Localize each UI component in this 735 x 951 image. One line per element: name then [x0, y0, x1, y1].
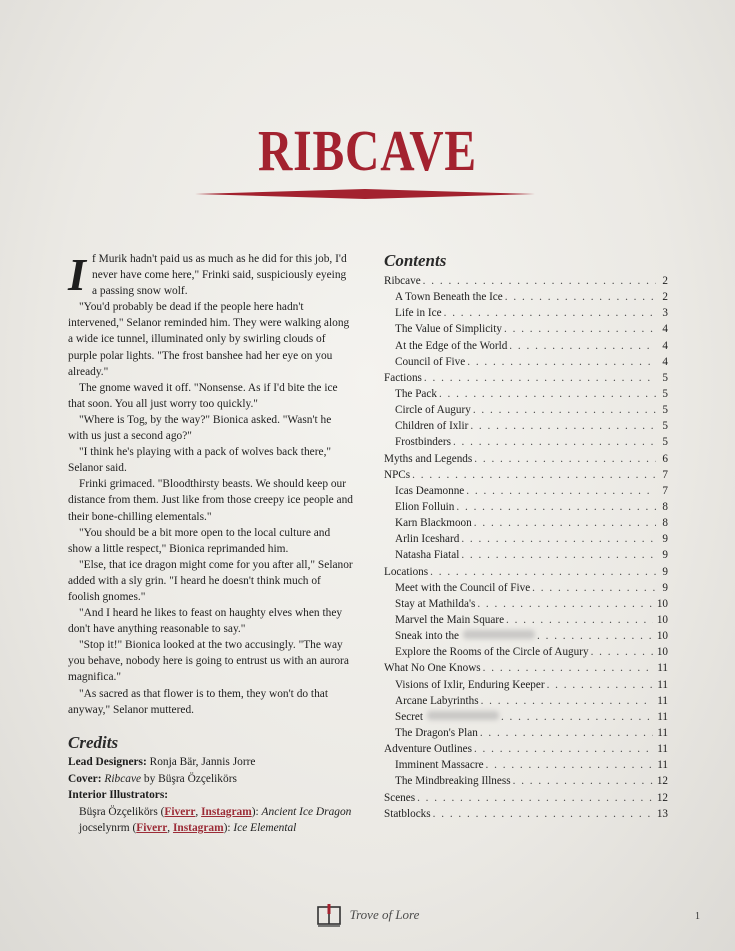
toc-entry[interactable]	[384, 338, 668, 354]
toc-leader-dots	[439, 386, 656, 402]
toc-entry-label: Adventure Outlines	[384, 743, 472, 756]
toc-leader-dots	[412, 467, 656, 483]
credits-heading: Credits	[68, 733, 119, 752]
fiverr-link[interactable]: Fiverr	[136, 822, 168, 834]
toc-leader-dots	[453, 434, 656, 450]
illustrator-name: jocselynrm (	[79, 822, 137, 834]
illustration-title: Ice Elemental	[233, 822, 297, 834]
toc-page-number: 10	[656, 630, 668, 643]
toc-entry-label: Council of Five	[395, 355, 466, 368]
instagram-link[interactable]: Instagram	[172, 822, 224, 834]
toc-leader-dots	[501, 709, 653, 725]
toc-entry-label: Factions	[384, 371, 422, 384]
toc-list	[384, 273, 668, 822]
separator: ):	[251, 805, 262, 818]
toc-entry[interactable]	[384, 628, 668, 644]
toc-entry[interactable]	[384, 370, 668, 386]
toc-entry[interactable]	[384, 725, 668, 741]
toc-entry-label: Stay at Mathilda's	[395, 597, 476, 610]
toc-leader-dots	[433, 806, 653, 822]
toc-entry-label: What No One Knows	[384, 662, 481, 675]
toc-page-number: 9	[662, 549, 668, 562]
toc-page-number: 9	[662, 533, 668, 546]
toc-entry[interactable]	[384, 467, 668, 483]
toc-entry-label: Scenes	[384, 791, 416, 804]
lead-designers: Lead Designers: Ronja Bär, Jannis Jorre	[68, 756, 256, 768]
toc-leader-dots	[474, 515, 656, 531]
toc-entry[interactable]	[384, 531, 668, 547]
toc-page-number: 12	[656, 791, 668, 804]
toc-page-number: 8	[662, 517, 668, 530]
story-paragraph: "I think he's playing with a pack of wolves back there," Selanor said.	[68, 446, 332, 475]
toc-entry-label: Natasha Fiatal	[395, 549, 460, 562]
toc-page-number: 5	[662, 420, 668, 433]
toc-page-number: 11	[657, 678, 668, 691]
toc-entry[interactable]	[384, 790, 668, 806]
toc-leader-dots	[470, 418, 656, 434]
toc-page-number: 12	[656, 775, 668, 788]
contents-heading: Contents	[384, 251, 447, 270]
story-column	[68, 251, 353, 718]
separator: ,	[195, 805, 202, 818]
toc-leader-dots	[504, 321, 656, 337]
toc-entry-label: Explore the Rooms of the Circle of Augury	[395, 646, 589, 659]
toc-entry-label: Children of Ixlir	[395, 420, 469, 433]
toc-leader-dots	[473, 402, 656, 418]
toc-page-number: 9	[662, 565, 668, 578]
illustration-title: Ancient Ice Dragon	[261, 805, 352, 818]
toc-entry-label: Frostbinders	[395, 436, 451, 449]
toc-leader-dots	[532, 580, 656, 596]
toc-entry[interactable]	[384, 773, 668, 789]
toc-entry-label: NPCs	[384, 468, 411, 481]
illustrator-credit	[68, 820, 358, 837]
toc-entry[interactable]	[384, 483, 668, 499]
toc-entry[interactable]	[384, 580, 668, 596]
toc-page-number: 7	[662, 468, 668, 481]
toc-leader-dots	[461, 531, 656, 547]
drop-cap: I	[68, 249, 86, 300]
story-paragraph: "And I heard he likes to feast on haughty elves when they don't have anything reasonable to say."	[68, 607, 343, 636]
toc-leader-dots	[474, 741, 653, 757]
illustrator-credit	[68, 804, 358, 821]
toc-entry[interactable]	[384, 418, 668, 434]
toc-entry[interactable]	[384, 402, 668, 418]
illustrator-name: Büşra Özçelikörs (	[79, 805, 165, 818]
toc-entry[interactable]	[384, 354, 668, 370]
toc-entry[interactable]	[384, 612, 668, 628]
toc-entry-label: At the Edge of the World	[395, 339, 508, 352]
toc-leader-dots	[424, 370, 656, 386]
credits-section	[68, 732, 358, 837]
toc-leader-dots	[456, 499, 656, 515]
fiverr-link[interactable]: Fiverr	[164, 805, 196, 818]
toc-leader-dots	[480, 725, 653, 741]
cover-credit: Cover: Ribcave by Büşra Özçelikörs	[68, 772, 237, 785]
toc-page-number: 9	[662, 581, 668, 594]
toc-entry-label: Icas Deamonne	[395, 484, 465, 497]
toc-entry[interactable]	[384, 757, 668, 773]
toc-leader-dots	[537, 628, 653, 644]
table-of-contents	[384, 250, 668, 822]
story-paragraph: f Murik hadn't paid us as much as he did for this job, I'd never have come here," Frinki said, suspiciously eyeing a passing snow wolf.	[92, 253, 347, 298]
toc-entry[interactable]	[384, 806, 668, 822]
toc-entry-label: Meet with the Council of Five	[395, 581, 531, 594]
toc-entry[interactable]	[384, 677, 668, 693]
toc-entry[interactable]	[384, 693, 668, 709]
toc-leader-dots	[417, 790, 653, 806]
toc-entry[interactable]	[384, 273, 668, 289]
toc-leader-dots	[483, 660, 654, 676]
toc-entry-label: Life in Ice	[395, 307, 442, 320]
toc-entry[interactable]	[384, 547, 668, 563]
toc-entry-label: Statblocks	[384, 807, 431, 820]
toc-page-number: 11	[657, 710, 668, 723]
toc-page-number: 3	[662, 307, 668, 320]
toc-entry-label: A Town Beneath the Ice	[395, 291, 503, 304]
title-divider	[195, 188, 535, 200]
toc-leader-dots	[506, 612, 653, 628]
toc-page-number: 5	[662, 436, 668, 449]
toc-leader-dots	[513, 773, 653, 789]
toc-page-number: 11	[657, 694, 668, 707]
toc-page-number: 13	[656, 807, 668, 820]
toc-entry-label: Visions of Ixlir, Enduring Keeper	[395, 678, 545, 691]
toc-page-number: 4	[662, 323, 668, 336]
footer	[0, 903, 735, 932]
toc-entry-label: The Value of Simplicity	[395, 323, 502, 336]
toc-leader-dots	[466, 483, 656, 499]
toc-page-number: 4	[662, 339, 668, 352]
toc-entry[interactable]	[384, 644, 668, 660]
toc-entry-label: Imminent Massacre	[395, 759, 484, 772]
toc-entry[interactable]	[384, 321, 668, 337]
toc-leader-dots	[481, 693, 654, 709]
toc-leader-dots	[474, 451, 656, 467]
toc-page-number: 6	[662, 452, 668, 465]
separator: ):	[223, 822, 234, 834]
toc-entry-label: Myths and Legends	[384, 452, 473, 465]
story-paragraph: "You'd probably be dead if the people here hadn't intervened," Selanor reminded him. They were walking along a wide ice tunnel, illuminated only by swirling clouds of purple polar lights. "The frost banshee had her eye on you already."	[68, 301, 350, 378]
book-logo-icon	[316, 903, 342, 927]
footer-brand	[316, 903, 420, 927]
instagram-link[interactable]: Instagram	[201, 805, 252, 818]
toc-page-number: 10	[656, 646, 668, 659]
toc-page-number: 5	[662, 387, 668, 400]
toc-leader-dots	[467, 354, 656, 370]
toc-page-number: 5	[662, 404, 668, 417]
story-paragraph: "You should be a bit more open to the local culture and show a little respect," Bionica reprimanded him.	[68, 526, 331, 555]
toc-leader-dots	[509, 338, 656, 354]
toc-leader-dots	[444, 305, 656, 321]
toc-entry[interactable]	[384, 709, 668, 725]
toc-entry[interactable]	[384, 305, 668, 321]
illustrators-list	[68, 804, 358, 837]
toc-entry-label: Secret	[395, 710, 423, 723]
toc-page-number: 11	[657, 759, 668, 772]
story-paragraph: "Stop it!" Bionica looked at the two accusingly. "The way you behave, nobody here is going to entrust us with an aurora magnifica."	[68, 639, 349, 684]
footer-brand-text: Trove of Lore	[349, 907, 420, 922]
toc-page-number: 4	[662, 355, 668, 368]
toc-leader-dots	[547, 677, 654, 693]
toc-leader-dots	[430, 564, 656, 580]
toc-leader-dots	[591, 644, 653, 660]
toc-leader-dots	[486, 757, 654, 773]
story-text	[68, 251, 353, 718]
toc-page-number: 5	[662, 371, 668, 384]
toc-page-number: 2	[662, 275, 668, 287]
redacted-text	[427, 711, 499, 720]
toc-entry-label: Sneak into the	[395, 630, 460, 643]
toc-entry[interactable]	[384, 451, 668, 467]
toc-leader-dots	[477, 596, 652, 612]
toc-page-number: 11	[657, 726, 668, 739]
toc-entry[interactable]	[384, 564, 668, 580]
toc-entry-label: Marvel the Main Square	[395, 613, 505, 626]
story-paragraph: "Where is Tog, by the way?" Bionica asked. "Wasn't he with us just a second ago?"	[68, 413, 332, 443]
toc-entry-label: Arlin Iceshard	[395, 533, 460, 546]
toc-page-number: 10	[656, 597, 668, 610]
toc-entry-label: The Dragon's Plan	[395, 726, 478, 739]
toc-entry-label: Circle of Augury	[395, 404, 471, 417]
separator: ,	[167, 822, 173, 834]
toc-entry-label: Locations	[384, 565, 429, 578]
toc-entry[interactable]	[384, 499, 668, 515]
page-title: RIBCAVE	[258, 118, 477, 183]
story-paragraph: "As sacred as that flower is to them, they won't do that anyway," Selanor muttered.	[68, 687, 329, 716]
toc-page-number: 10	[656, 613, 668, 626]
toc-entry[interactable]	[384, 515, 668, 531]
story-paragraph: Frinki grimaced. "Bloodthirsty beasts. We should keep our distance from them. Just like from those creepy ice people and their bone-chilling elementals."	[68, 478, 353, 523]
toc-leader-dots	[461, 547, 656, 563]
toc-entry-label: The Mindbreaking Illness	[395, 775, 511, 788]
toc-page-number: 8	[662, 500, 668, 513]
toc-entry-label: Ribcave	[384, 275, 421, 287]
toc-page-number: 11	[657, 743, 668, 756]
story-paragraph: "Else, that ice dragon might come for you after all," Selanor added with a sly grin. "I heard he doesn't think much of foolish gnomes."	[68, 558, 353, 603]
toc-entry-label: Karn Blackmoon	[395, 517, 472, 530]
page-number: 1	[695, 911, 700, 922]
toc-entry[interactable]	[384, 596, 668, 612]
toc-entry[interactable]	[384, 741, 668, 757]
toc-leader-dots	[423, 273, 656, 289]
illustrators-label: Interior Illustrators:	[68, 789, 169, 801]
story-paragraph: The gnome waved it off. "Nonsense. As if I'd bite the ice that soon. You all just worry too quickly."	[68, 381, 338, 410]
toc-entry[interactable]	[384, 660, 668, 676]
toc-entry[interactable]	[384, 434, 668, 450]
toc-entry-label: The Pack	[395, 387, 437, 400]
toc-page-number: 7	[662, 484, 668, 497]
toc-entry[interactable]	[384, 386, 668, 402]
toc-entry-label: Elion Folluin	[395, 500, 455, 513]
toc-leader-dots	[505, 289, 656, 305]
toc-page-number: 2	[662, 291, 668, 304]
toc-entry[interactable]	[384, 289, 668, 305]
toc-page-number: 11	[657, 662, 668, 675]
toc-entry-label: Arcane Labyrinths	[395, 694, 479, 707]
redacted-text	[463, 630, 535, 639]
